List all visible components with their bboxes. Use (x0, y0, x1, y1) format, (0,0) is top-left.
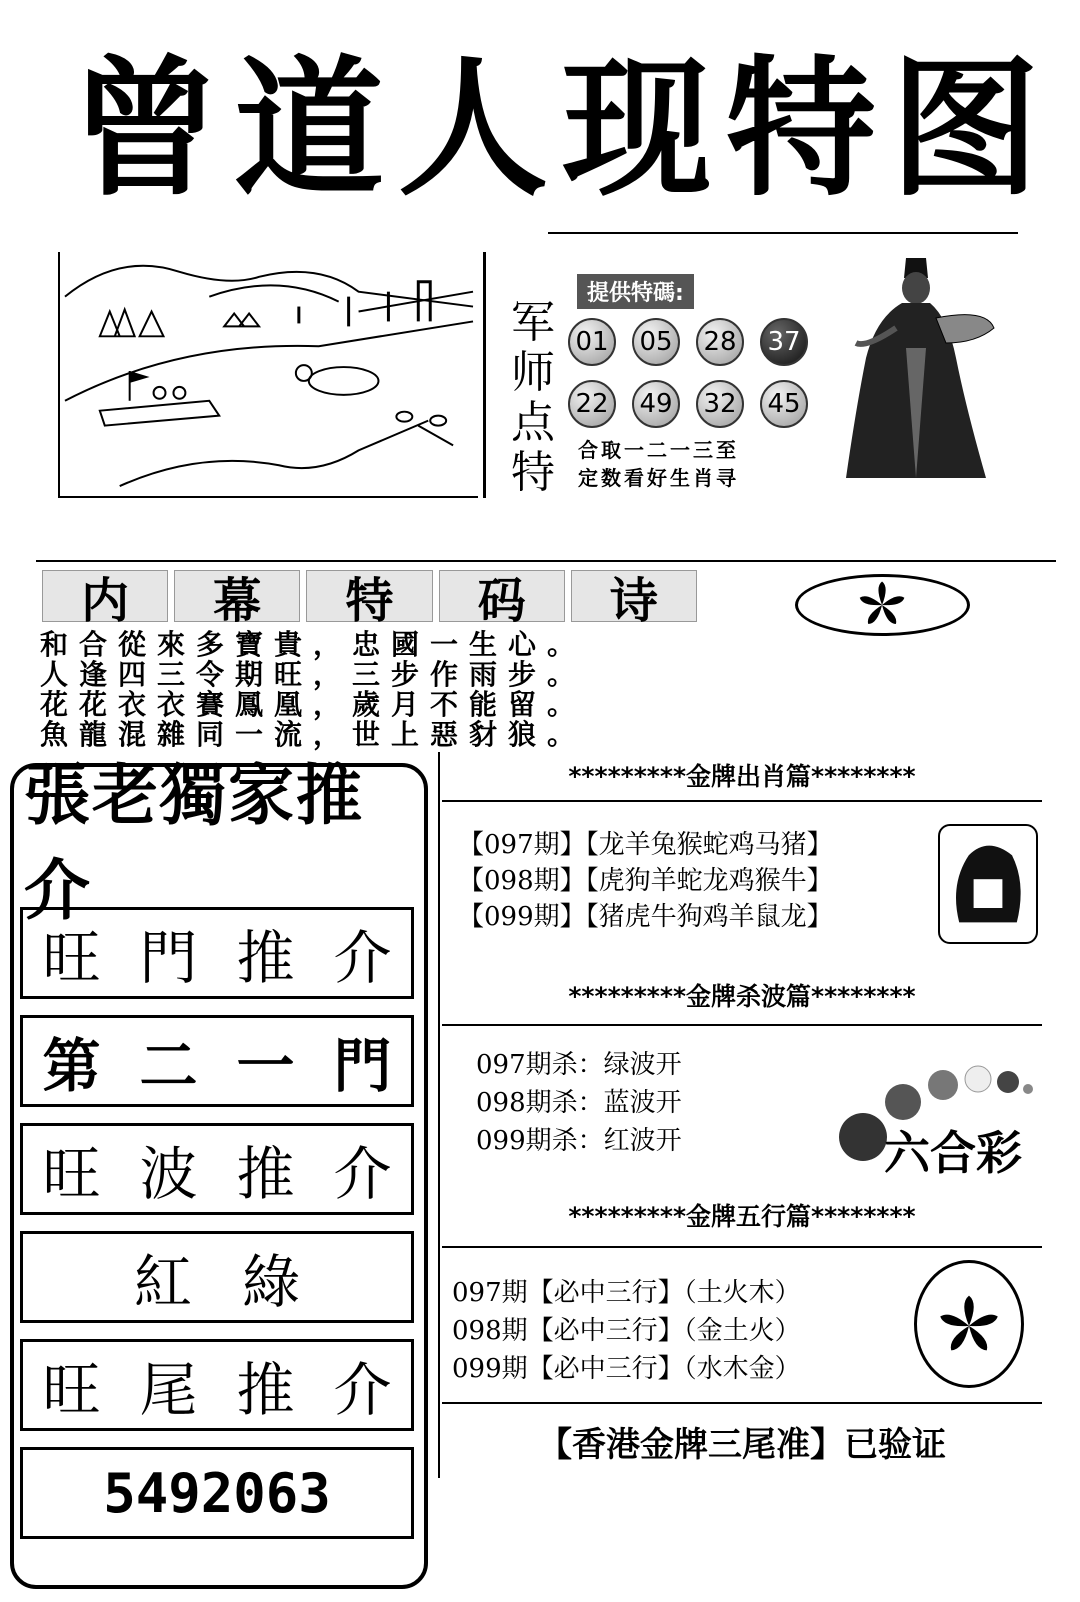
title-char: 图 (889, 43, 1040, 217)
number-balls (568, 318, 828, 428)
junshi-char: 军 (511, 297, 555, 348)
zhang-recommendation-panel (10, 757, 428, 1589)
number-ball: 49 (632, 380, 680, 428)
box-char: 推 (236, 1140, 295, 1208)
poem-title-char: 诗 (571, 570, 697, 622)
title-char: 现 (561, 43, 712, 217)
section-rule (442, 1246, 1042, 1248)
bauhinia-emblem-icon (914, 1260, 1024, 1388)
bauhinia-emblem-icon (795, 574, 970, 636)
wave-line: 099期杀：红波开 (476, 1126, 682, 1156)
wang-bo-box (20, 1123, 414, 1215)
right-sections (438, 752, 1042, 1478)
zodiac-line: 【097期】【龙羊兔猴蛇鸡马猪】 (458, 830, 833, 860)
number-ball: 32 (696, 380, 744, 428)
box-char: 波 (139, 1140, 198, 1208)
element-line: 098期【必中三行】（金土火） (452, 1316, 801, 1346)
title-char: 道 (233, 43, 384, 217)
box-char: 一 (236, 1032, 295, 1100)
section-divider (36, 560, 1056, 562)
wave-line: 097期杀：绿波开 (476, 1050, 682, 1080)
box-char: 介 (333, 1140, 392, 1208)
box-char: 第 (42, 1032, 101, 1100)
provide-code-label: 提供特碼: (577, 274, 694, 309)
junshi-char: 特 (511, 447, 555, 498)
junshi-char: 师 (511, 347, 555, 398)
tail-numbers-box: 5492063 (20, 1447, 414, 1539)
verified-note: 【香港金牌三尾准】已验证 (538, 1425, 946, 1465)
hint-line: 定数看好生肖寻 (578, 466, 739, 490)
number-ball: 05 (632, 318, 680, 366)
page-title (60, 40, 1050, 220)
poem-title-char: 特 (306, 570, 432, 622)
poem-title-char: 幕 (174, 570, 300, 622)
s2-title: *********金牌杀波篇******** (568, 982, 916, 1011)
box-char: 介 (333, 1356, 392, 1424)
zhang-panel-title: 張老獨家推介 (24, 757, 364, 929)
number-ball: 45 (760, 380, 808, 428)
number-ball: 37 (760, 318, 808, 366)
strategist-figure-illustration (836, 248, 996, 488)
poem-line: 魚龍混雜同一流，世上惡豺狼。 (40, 718, 587, 751)
poem-title-char: 码 (439, 570, 565, 622)
title-char: 特 (725, 43, 876, 217)
poem-title-char: 内 (42, 570, 168, 622)
box-char: 推 (236, 1356, 295, 1424)
poem-line: 人逢四三令期旺，三步作雨步。 (40, 658, 587, 691)
poem-line: 和合從來多寶貴，忠國一生心。 (40, 628, 587, 661)
box-char: 推 (236, 924, 295, 992)
hint-line: 合取一二一三至 (578, 438, 739, 462)
junshi-label (503, 298, 563, 498)
puzzle-scene-illustration (58, 252, 478, 498)
number-ball: 28 (696, 318, 744, 366)
box-char: 尾 (139, 1356, 198, 1424)
s3-title: *********金牌五行篇******** (568, 1202, 916, 1231)
number-ball: 01 (568, 318, 616, 366)
box-char: 旺 (42, 1356, 101, 1424)
zodiac-line: 【098期】【虎狗羊蛇龙鸡猴牛】 (458, 866, 833, 896)
box-char: 旺 (42, 1140, 101, 1208)
title-divider (548, 232, 1018, 234)
wave-line: 098期杀：蓝波开 (476, 1088, 682, 1118)
element-line: 099期【必中三行】（水木金） (452, 1354, 801, 1384)
scene-divider (483, 252, 486, 498)
zodiac-line: 【099期】【猪虎牛狗鸡羊鼠龙】 (458, 902, 833, 932)
box-char: 綠 (242, 1248, 301, 1316)
box-char: 介 (333, 924, 392, 992)
section-rule (442, 1402, 1042, 1404)
hong-lv-box (20, 1231, 414, 1323)
liuhecai-logo-text: 六合彩 (884, 1126, 1022, 1180)
title-char: 人 (397, 43, 548, 217)
poem-text (40, 630, 1030, 750)
poem-title (42, 570, 697, 629)
poem-line: 花花衣衣賽鳳凰，歲月不能留。 (40, 688, 587, 721)
box-char: 紅 (133, 1248, 192, 1316)
hint-text (578, 436, 739, 492)
box-char: 門 (139, 924, 198, 992)
zodiac-character-icon (938, 824, 1038, 944)
junshi-char: 点 (511, 397, 555, 448)
di-er-yi-men-box (20, 1015, 414, 1107)
section-rule (442, 1024, 1042, 1026)
wang-wei-box (20, 1339, 414, 1431)
box-char: 二 (139, 1032, 198, 1100)
element-line: 097期【必中三行】（土火木） (452, 1278, 801, 1308)
title-char: 曾 (70, 43, 221, 217)
wang-men-box (20, 907, 414, 999)
s1-title: *********金牌出肖篇******** (568, 762, 916, 791)
box-char: 旺 (42, 924, 101, 992)
box-char: 門 (333, 1032, 392, 1100)
number-ball: 22 (568, 380, 616, 428)
section-rule (442, 800, 1042, 802)
